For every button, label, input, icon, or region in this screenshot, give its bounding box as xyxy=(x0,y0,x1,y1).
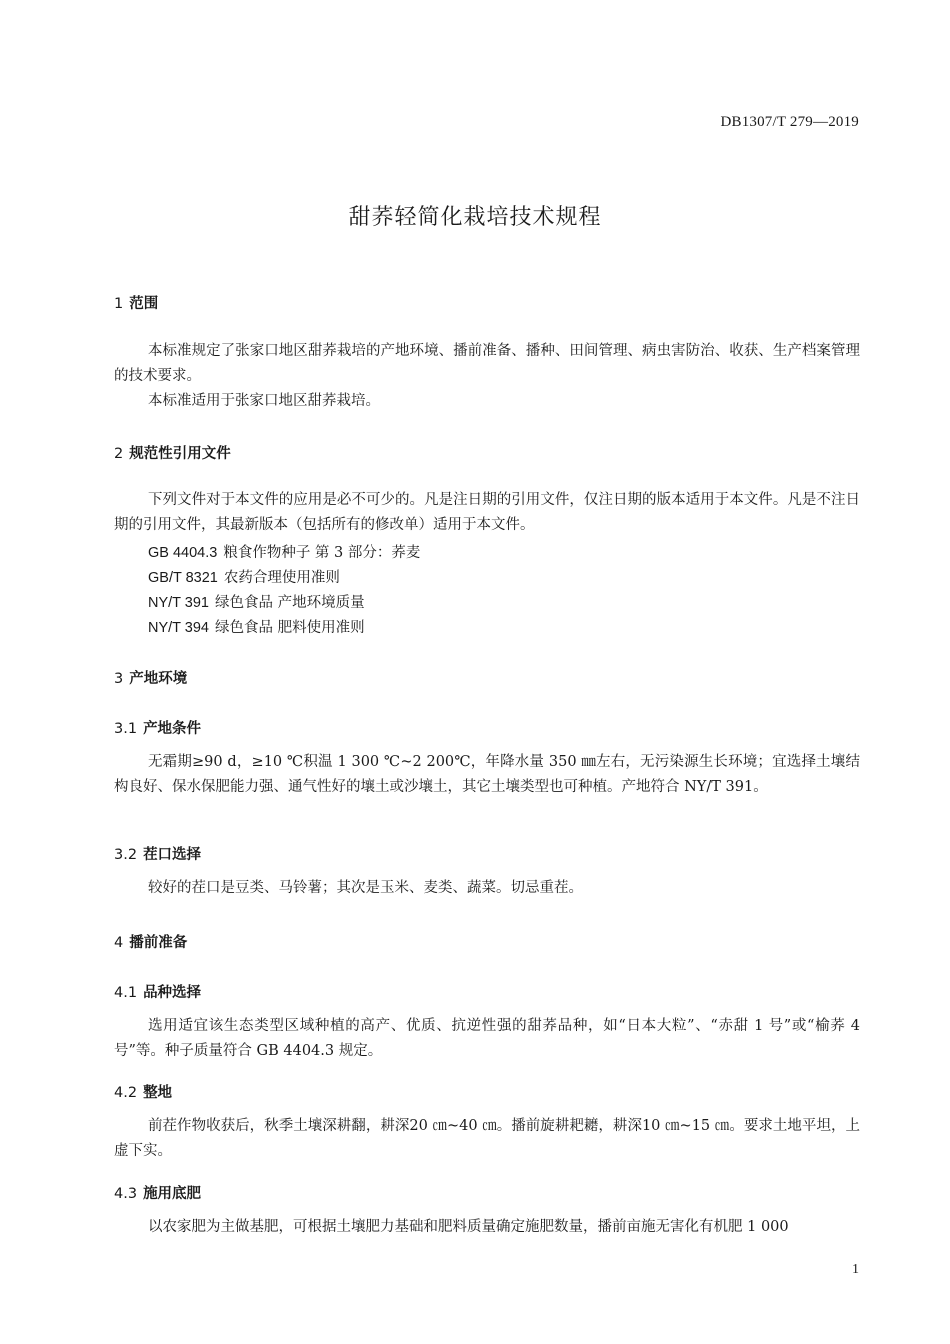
section-heading-2 xyxy=(114,442,231,463)
section-heading-4 xyxy=(114,931,187,952)
section-number: 4.2 xyxy=(114,1085,138,1101)
paragraph: 本标准适用于张家口地区甜荞栽培。 xyxy=(148,393,380,409)
reference-item xyxy=(148,566,340,587)
paragraph: 选用适宜该生态类型区域种植的高产、优质、抗逆性强的甜荞品种，如“日本大粒”、“赤甜 1 号”或“榆荞 4 号”等。种子质量符合 GB 4404.3 规定。 xyxy=(114,1018,860,1059)
paragraph: 本标准规定了张家口地区甜荞栽培的产地环境、播前准备、播种、田间管理、病虫害防治、收获、生产档案管理的技术要求。 xyxy=(114,343,860,384)
reference-title: 绿色食品 产地环境质量 xyxy=(215,595,365,611)
section-title: 产地条件 xyxy=(143,721,202,737)
reference-code: GB 4404.3 xyxy=(148,545,218,561)
section-number: 1 xyxy=(114,296,124,312)
section-heading-4-3 xyxy=(114,1182,201,1203)
section-title: 范围 xyxy=(129,296,159,312)
section-title: 规范性引用文件 xyxy=(129,446,231,462)
section-title: 茬口选择 xyxy=(143,847,202,863)
reference-item xyxy=(148,616,365,637)
paragraph: 前茬作物收获后，秋季土壤深耕翻，耕深20 ㎝~40 ㎝。播前旋耕耙耱，耕深10 ㎝~15 ㎝。要求土地平坦，上虚下实。 xyxy=(114,1118,860,1159)
section-number: 3.1 xyxy=(114,721,138,737)
reference-item xyxy=(148,541,420,562)
section-heading-4-1 xyxy=(114,981,201,1002)
section-heading-1 xyxy=(114,292,158,313)
paragraph: 无霜期≥90 d，≥10 ℃积温 1 300 ℃~2 200℃，年降水量 350 ㎜左右，无污染源生长环境；宜选择土壤结构良好、保水保肥能力强、通气性好的壤土或沙壤土，其它土壤类型也可种植。产地符合 NY/T 391。 xyxy=(114,754,860,795)
section-number: 4.3 xyxy=(114,1186,138,1202)
reference-title: 粮食作物种子 第 3 部分：荞麦 xyxy=(223,545,421,561)
section-number: 3.2 xyxy=(114,847,138,863)
section-title: 播前准备 xyxy=(129,935,188,951)
reference-code: NY/T 394 xyxy=(148,620,209,636)
standard-code: DB1307/T 279—2019 xyxy=(720,114,859,130)
section-number: 2 xyxy=(114,446,124,462)
reference-title: 农药合理使用准则 xyxy=(223,570,340,586)
section-number: 4 xyxy=(114,935,124,951)
reference-code: GB/T 8321 xyxy=(148,570,218,586)
section-title: 整地 xyxy=(143,1085,173,1101)
reference-item xyxy=(148,591,365,612)
paragraph: 以农家肥为主做基肥，可根据土壤肥力基础和肥料质量确定施肥数量，播前亩施无害化有机肥 1 000 xyxy=(148,1219,789,1235)
reference-code: NY/T 391 xyxy=(148,595,209,611)
section-heading-3-2 xyxy=(114,843,201,864)
section-number: 4.1 xyxy=(114,985,138,1001)
section-title: 产地环境 xyxy=(129,671,188,687)
section-title: 品种选择 xyxy=(143,985,202,1001)
section-title: 施用底肥 xyxy=(143,1186,202,1202)
section-heading-4-2 xyxy=(114,1081,172,1102)
paragraph: 较好的茬口是豆类、马铃薯；其次是玉米、麦类、蔬菜。切忌重茬。 xyxy=(148,880,583,896)
section-heading-3 xyxy=(114,667,187,688)
section-number: 3 xyxy=(114,671,124,687)
page-number: 1 xyxy=(852,1262,859,1277)
document-title: 甜荞轻简化栽培技术规程 xyxy=(348,205,602,230)
section-heading-3-1 xyxy=(114,717,201,738)
paragraph: 下列文件对于本文件的应用是必不可少的。凡是注日期的引用文件，仅注日期的版本适用于本文件。凡是不注日期的引用文件，其最新版本（包括所有的修改单）适用于本文件。 xyxy=(114,492,860,533)
reference-title: 绿色食品 肥料使用准则 xyxy=(215,620,365,636)
